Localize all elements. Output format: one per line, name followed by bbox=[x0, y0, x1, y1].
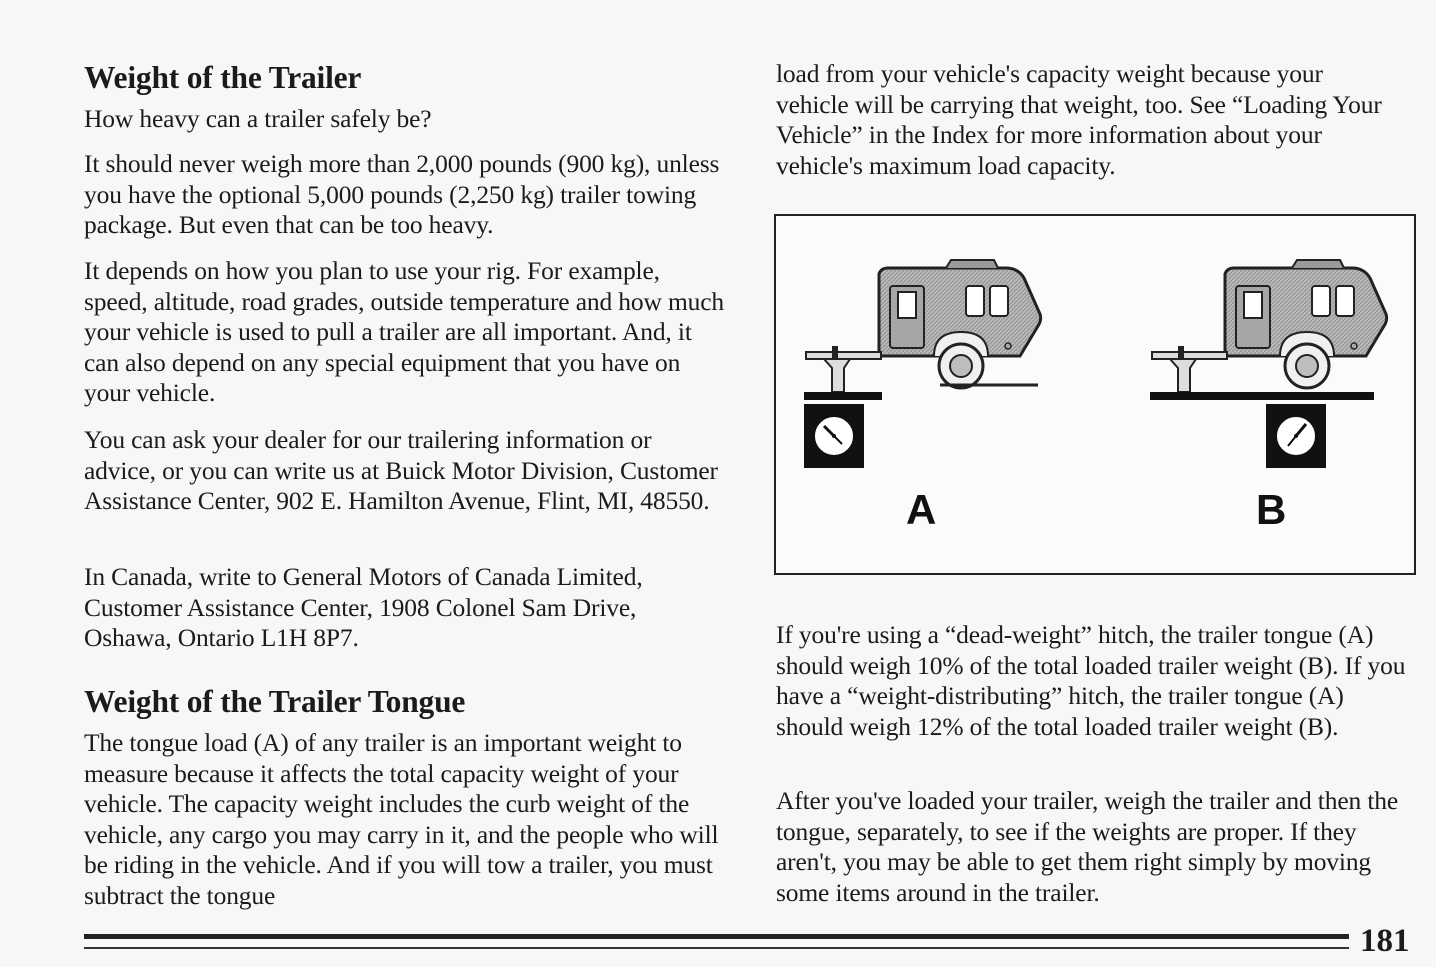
trailer-icon bbox=[806, 260, 1041, 392]
paragraph-max-weight: It should never weigh more than 2,000 pounds (900 kg), unless you have the optional 5,000 pounds (2,250 kg) trailer towing package. But even that can be too heavy. bbox=[84, 149, 720, 240]
footer-rule-thin bbox=[84, 947, 1349, 949]
scale-icon bbox=[804, 404, 864, 468]
paragraph-hitch-percentages: If you're using a “dead-weight” hitch, the trailer tongue (A) should weigh 10% of the total loaded trailer weight (B). If you have a “weight-distributing” hitch, the trailer tongue (A) should weigh 12% of the total loaded trailer weight (B). bbox=[776, 620, 1406, 741]
section-heading-weight-of-trailer: Weight of the Trailer bbox=[84, 60, 362, 95]
figure-label-a: A bbox=[906, 486, 937, 533]
paragraph-canada: In Canada, write to General Motors of Canada Limited, Customer Assistance Center, 1908 Colonel Sam Drive, Oshawa, Ontario L1H 8P7. bbox=[84, 562, 643, 653]
trailer-icon bbox=[1152, 260, 1387, 392]
paragraph-tongue-load: The tongue load (A) of any trailer is an important weight to measure because it affects the total capacity weight of your vehicle. The capacity weight includes the curb weight of the vehicle, any cargo you may carry in it, and the people who will be riding in the vehicle. And if you will tow a trailer, you must subtract the tongue bbox=[84, 728, 719, 910]
scale-icon bbox=[1266, 404, 1326, 468]
paragraph-capacity-continued: load from your vehicle's capacity weight because your vehicle will be carrying that weight, too. See “Loading Your Vehicle” in the Index for more information about your vehicle's maximum load capacity. bbox=[776, 59, 1382, 180]
page-number: 181 bbox=[1360, 923, 1410, 959]
figure-illustration bbox=[776, 216, 1414, 573]
figure-label-b: B bbox=[1256, 486, 1287, 533]
paragraph-weigh-separately: After you've loaded your trailer, weigh the trailer and then the tongue, separately, to see if the weights are proper. If they aren't, you may be able to get them right simply by moving some items around in the trailer. bbox=[776, 786, 1399, 907]
paragraph-contact-us: You can ask your dealer for our trailering information or advice, or you can write us at Buick Motor Division, Customer Assistance Center, 902 E. Hamilton Avenue, Flint, MI, 48550. bbox=[84, 425, 718, 516]
scale-platform bbox=[804, 392, 882, 400]
section-heading-tongue-weight: Weight of the Trailer Tongue bbox=[84, 684, 466, 719]
paragraph-question: How heavy can a trailer safely be? bbox=[84, 104, 432, 133]
paragraph-depends: It depends on how you plan to use your rig. For example, speed, altitude, road grades, outside temperature and how much your vehicle is used to pull a trailer are all important. And, it can also depend on any special equipment that you have on your vehicle. bbox=[84, 256, 725, 408]
trailer-weighing-figure bbox=[774, 214, 1416, 575]
scale-platform bbox=[1150, 392, 1374, 400]
footer-rule-thick bbox=[84, 934, 1349, 939]
